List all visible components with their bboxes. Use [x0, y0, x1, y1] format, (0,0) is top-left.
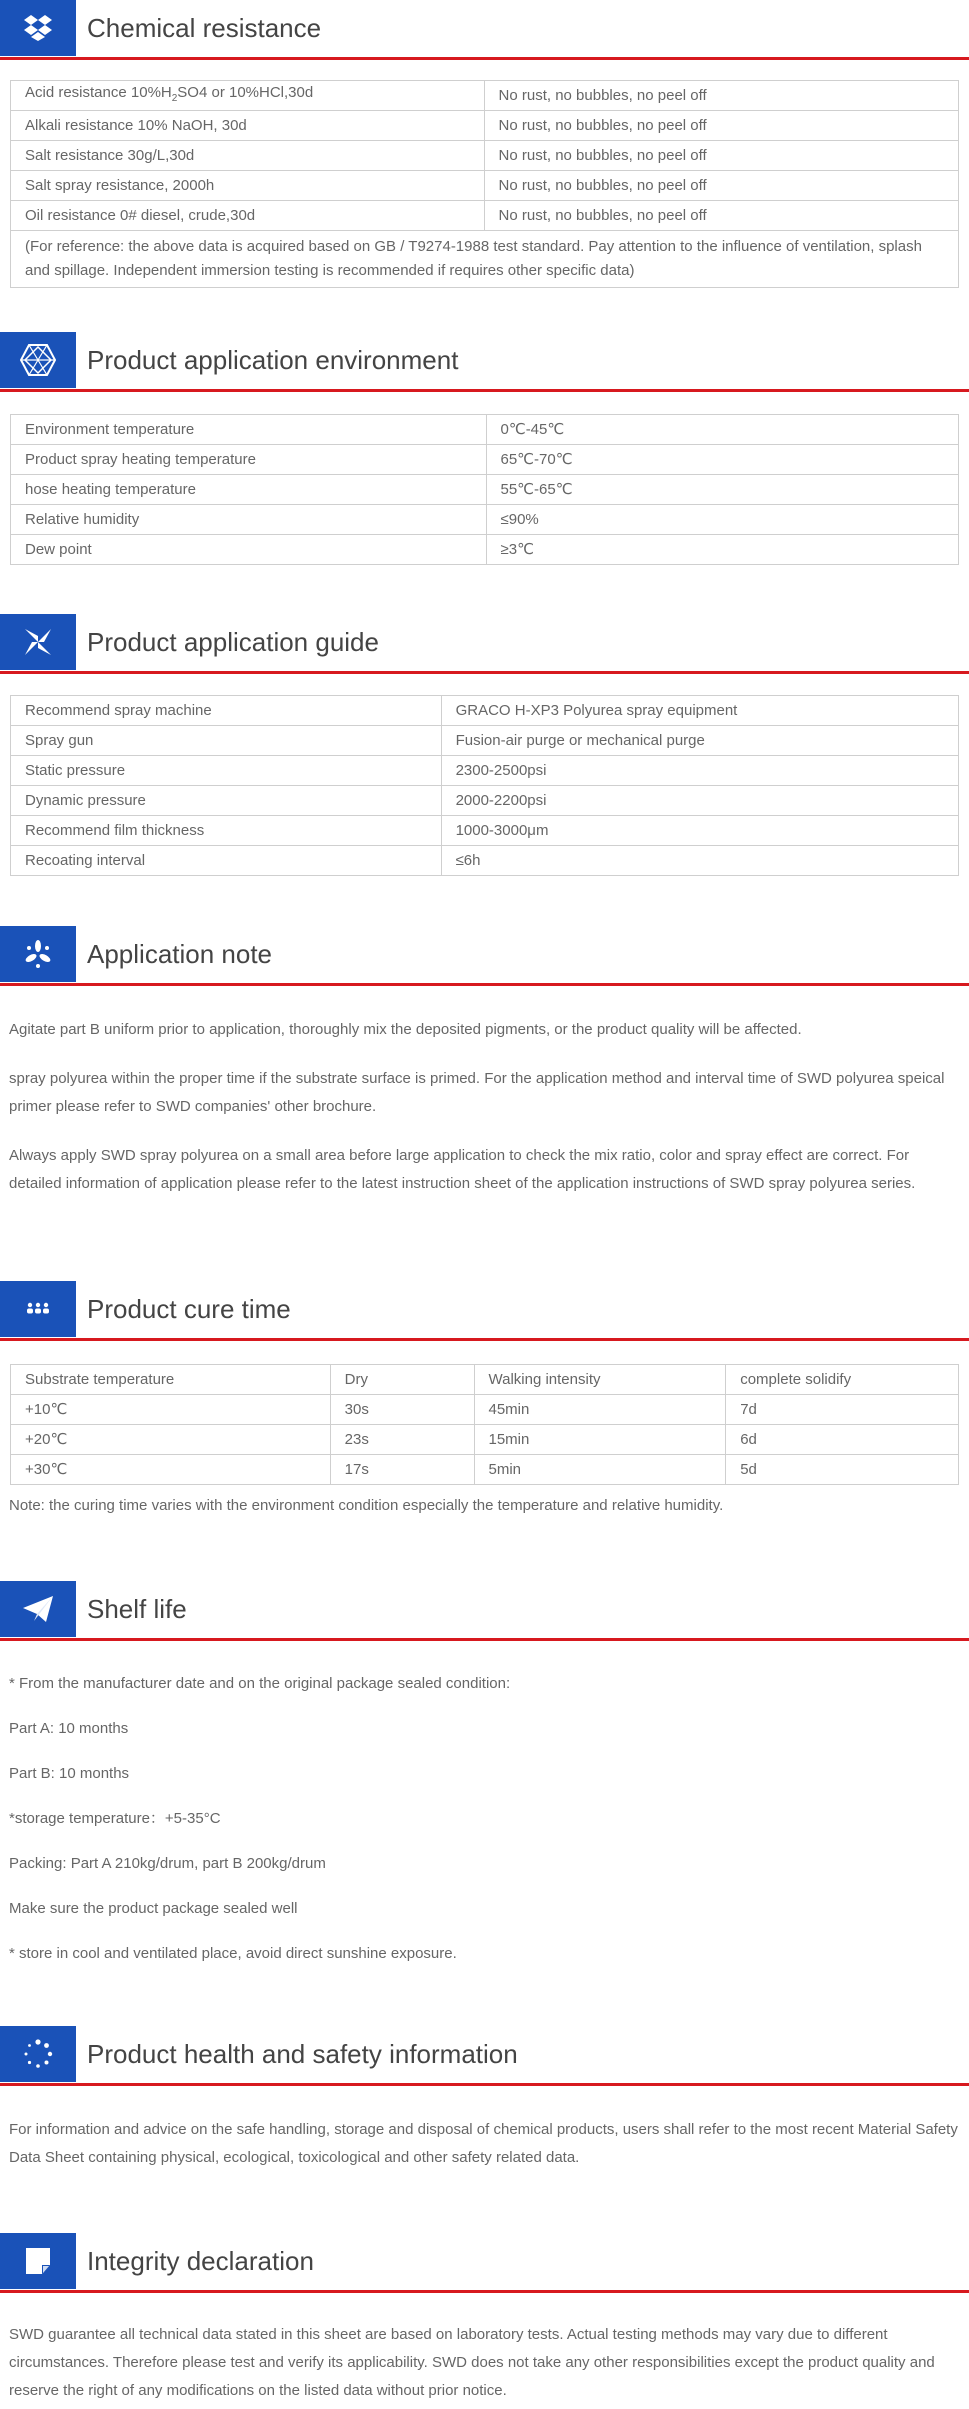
hexagon-web-icon	[0, 332, 76, 388]
table-row	[11, 445, 959, 475]
table-cell: 7d	[726, 1395, 959, 1425]
row-value: 55℃-65℃	[486, 475, 959, 505]
table-cell: 30s	[330, 1395, 474, 1425]
row-value: No rust, no bubbles, no peel off	[484, 81, 958, 111]
table-cell: +10℃	[11, 1395, 331, 1425]
table-cell: 17s	[330, 1455, 474, 1485]
row-label: Relative humidity	[11, 505, 487, 535]
note-paragraph: Always apply SWD spray polyurea on a small area before large application to check the mix ratio, color and spray effect are correct. For detailed information of application please refer to the latest instruction sheet of the application instructions of SWD spray polyurea series.	[9, 1147, 916, 1192]
reference-note: (For reference: the above data is acquired based on GB / T9274-1988 test standard. Pay attention to the influence of ventilation, splash and spillage. Independent immersion testing is recommended if requires other specific data)	[11, 231, 959, 288]
cure-table	[10, 1364, 959, 1485]
divider	[0, 389, 969, 392]
divider	[0, 1338, 969, 1341]
row-value: 2000-2200psi	[441, 786, 958, 816]
section-header	[0, 1281, 969, 1337]
shelf-line: Part A: 10 months	[9, 1720, 129, 1737]
shelf-line: Packing: Part A 210kg/drum, part B 200kg/drum	[9, 1855, 326, 1872]
table-row	[11, 171, 959, 201]
column-header: complete solidify	[726, 1365, 959, 1395]
row-label: Acid resistance $10\%H_2SO4$ or 10%HCl,30d	[11, 81, 485, 111]
section-chemical-resistance	[0, 0, 969, 279]
table-row	[11, 1425, 959, 1455]
section-title: Chemical resistance	[87, 13, 322, 43]
section-title: Integrity declaration	[87, 2246, 314, 2276]
table-header-row	[11, 1365, 959, 1395]
row-value: 2300-2500psi	[441, 756, 958, 786]
row-label: Recommend spray machine	[11, 696, 442, 726]
section-title: Product application environment	[87, 345, 459, 375]
row-label: Oil resistance 0# diesel, crude,30d	[11, 201, 485, 231]
row-label: Static pressure	[11, 756, 442, 786]
section-application-environment	[0, 332, 969, 558]
row-label: hose heating temperature	[11, 475, 487, 505]
section-title: Product application guide	[87, 627, 379, 657]
row-value: ≤90%	[486, 505, 959, 535]
table-row	[11, 415, 959, 445]
dropbox-icon	[0, 0, 76, 56]
table-cell: 45min	[474, 1395, 726, 1425]
section-health-safety	[0, 2026, 969, 2166]
row-label: Spray gun	[11, 726, 442, 756]
column-header: Substrate temperature	[11, 1365, 331, 1395]
row-value: ≤6h	[441, 846, 958, 876]
row-label: Salt resistance 30g/L,30d	[11, 141, 485, 171]
table-row	[11, 1455, 959, 1485]
shelf-line: Make sure the product package sealed well	[9, 1900, 298, 1917]
table-row	[11, 475, 959, 505]
row-label: Dew point	[11, 535, 487, 565]
section-header	[0, 0, 969, 56]
row-label: Product spray heating temperature	[11, 445, 487, 475]
table-row	[11, 505, 959, 535]
row-label: Recommend film thickness	[11, 816, 442, 846]
section-header	[0, 2233, 969, 2289]
table-row	[11, 816, 959, 846]
note-paragraph: spray polyurea within the proper time if the substrate surface is primed. For the application method and interval time of SWD polyurea speical primer please refer to SWD companies' other brochure.	[9, 1070, 945, 1115]
environment-table	[10, 414, 959, 565]
table-row	[11, 1395, 959, 1425]
divider	[0, 1638, 969, 1641]
guide-table	[10, 695, 959, 876]
shelf-line: * store in cool and ventilated place, avoid direct sunshine exposure.	[9, 1945, 457, 1962]
table-cell: 6d	[726, 1425, 959, 1455]
section-cure-time	[0, 1281, 969, 1514]
table-row	[11, 726, 959, 756]
table-cell: 23s	[330, 1425, 474, 1455]
row-value: No rust, no bubbles, no peel off	[484, 201, 958, 231]
row-value: ≥3℃	[486, 535, 959, 565]
table-row	[11, 696, 959, 726]
integrity-text: SWD guarantee all technical data stated in this sheet are based on laboratory tests. Actual testing methods may vary due to different circumstances. Therefore please test and verify its applicability. SWD does not take any other responsibilities except the product quality and reserve the right of any modifications on the listed data without prior notice.	[9, 2326, 935, 2399]
section-shelf-life	[0, 1581, 969, 1962]
section-title: Product health and safety information	[87, 2039, 518, 2069]
health-text: For information and advice on the safe handling, storage and disposal of chemical products, users shall refer to the most recent Material Safety Data Sheet containing physical, ecological, toxicological and other safety related data.	[9, 2121, 958, 2166]
table-row	[11, 846, 959, 876]
table-row	[11, 756, 959, 786]
spinner-dots-icon	[0, 2026, 76, 2082]
row-value: Fusion-air purge or mechanical purge	[441, 726, 958, 756]
sparkle-icon	[0, 926, 76, 982]
table-cell: 5d	[726, 1455, 959, 1485]
section-title: Application note	[87, 939, 273, 969]
row-value: GRACO H-XP3 Polyurea spray equipment	[441, 696, 958, 726]
shelf-line: *storage temperature：+5-35°C	[9, 1810, 221, 1827]
chemical-table	[10, 80, 959, 288]
section-integrity	[0, 2233, 969, 2399]
people-icon	[0, 1281, 76, 1337]
row-value: 65℃-70℃	[486, 445, 959, 475]
section-title: Product cure time	[87, 1294, 291, 1324]
section-header	[0, 614, 969, 670]
divider	[0, 57, 969, 60]
table-row	[11, 201, 959, 231]
row-label: Salt spray resistance, 2000h	[11, 171, 485, 201]
divider	[0, 2083, 969, 2086]
row-value: 1000-3000μm	[441, 816, 958, 846]
row-label: Alkali resistance 10% NaOH, 30d	[11, 111, 485, 141]
table-row	[11, 81, 959, 111]
divider	[0, 671, 969, 674]
column-header: Dry	[330, 1365, 474, 1395]
section-header	[0, 1581, 969, 1637]
table-row	[11, 786, 959, 816]
table-row	[11, 231, 959, 288]
row-label: Dynamic pressure	[11, 786, 442, 816]
section-application-guide	[0, 614, 969, 869]
table-row	[11, 111, 959, 141]
row-value: No rust, no bubbles, no peel off	[484, 111, 958, 141]
table-cell: +20℃	[11, 1425, 331, 1455]
section-title: Shelf life	[87, 1594, 187, 1624]
row-value: 0℃-45℃	[486, 415, 959, 445]
shelf-line: Part B: 10 months	[9, 1765, 130, 1782]
pinwheel-icon	[0, 614, 76, 670]
shelf-line: * From the manufacturer date and on the original package sealed condition:	[9, 1675, 511, 1692]
column-header: Walking intensity	[474, 1365, 726, 1395]
paper-plane-icon	[0, 1581, 76, 1637]
row-label: Recoating interval	[11, 846, 442, 876]
section-header	[0, 2026, 969, 2082]
section-header	[0, 332, 969, 388]
section-header	[0, 926, 969, 982]
row-value: No rust, no bubbles, no peel off	[484, 141, 958, 171]
divider	[0, 2290, 969, 2293]
note-paragraph: Agitate part B uniform prior to application, thoroughly mix the deposited pigments, or the product quality will be affected.	[9, 1021, 802, 1038]
table-cell: +30℃	[11, 1455, 331, 1485]
table-row	[11, 141, 959, 171]
section-application-note	[0, 926, 969, 1192]
table-row	[11, 535, 959, 565]
table-cell: 15min	[474, 1425, 726, 1455]
note-icon	[0, 2233, 76, 2289]
row-label: Environment temperature	[11, 415, 487, 445]
divider	[0, 983, 969, 986]
table-cell: 5min	[474, 1455, 726, 1485]
cure-footnote: Note: the curing time varies with the environment condition especially the temperature and relative humidity.	[9, 1497, 724, 1514]
row-value: No rust, no bubbles, no peel off	[484, 171, 958, 201]
